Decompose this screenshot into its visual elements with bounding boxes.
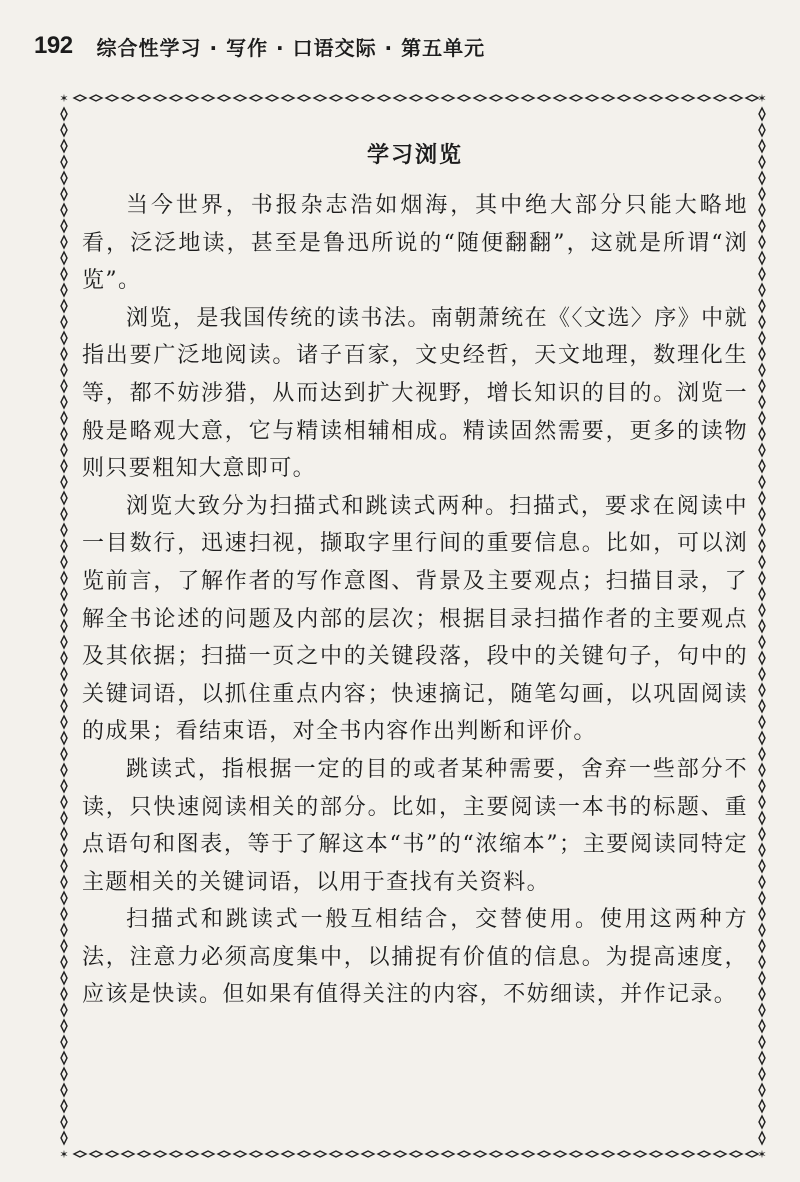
svg-text:✶: ✶	[757, 1148, 767, 1161]
article	[82, 90, 748, 1014]
paragraph: 扫描式和跳读式一般互相结合，交替使用。使用这两种方法，注意力必须高度集中，以捕捉有价值的信息。为提高速度，应该是快读。但如果有值得关注的内容，不妨细读，并作记录。	[82, 907, 748, 1008]
paragraph: 跳读式，指根据一定的目的或者某种需要，舍弃一些部分不读，只快速阅读相关的部分。比如，主要阅读一本书的标题、重点语句和图表，等于了解这本“书”的“浓缩本”；主要阅读同特定主题相关的关键词语，以用于查找有关资料。	[82, 756, 748, 895]
page-header	[34, 26, 485, 66]
paragraph: 当今世界，书报杂志浩如烟海，其中绝大部分只能大略地看，泛泛地读，甚至是鲁迅所说的“随便翻翻”，这就是所谓“浏览”。	[82, 193, 748, 294]
svg-text:✶: ✶	[59, 1148, 69, 1161]
running-head: 综合性学习 · 写作 · 口语交际 · 第五单元	[96, 35, 486, 60]
svg-text:✶: ✶	[59, 92, 69, 105]
paragraph: 浏览大致分为扫描式和跳读式两种。扫描式，要求在阅读中一目数行，迅速扫视，撷取字里行间的重要信息。比如，可以浏览前言，了解作者的写作意图、背景及主要观点；扫描目录，了解全书论述的问题及内部的层次；根据目录扫描作者的主要观点及其依据；扫描一页之中的关键段落，段中的关键句子，句中的关键词语，以抓住重点内容；快速摘记，随笔勾画，以巩固阅读的成果；看结束语，对全书内容作出判断和评价。	[82, 493, 748, 745]
svg-text:✶: ✶	[757, 92, 767, 105]
article-title: 学习浏览	[366, 143, 463, 168]
paragraph: 浏览，是我国传统的读书法。南朝萧统在《〈文选〉序》中就指出要广泛地阅读。诸子百家，文史经哲，天文地理，数理化生等，都不妨涉猎，从而达到扩大视野，增长知识的目的。浏览一般是略观大意，它与精读相辅相成。精读固然需要，更多的读物则只要粗知大意即可。	[82, 305, 748, 482]
decorative-border-frame	[56, 90, 770, 1162]
page-number: 192	[34, 32, 73, 59]
